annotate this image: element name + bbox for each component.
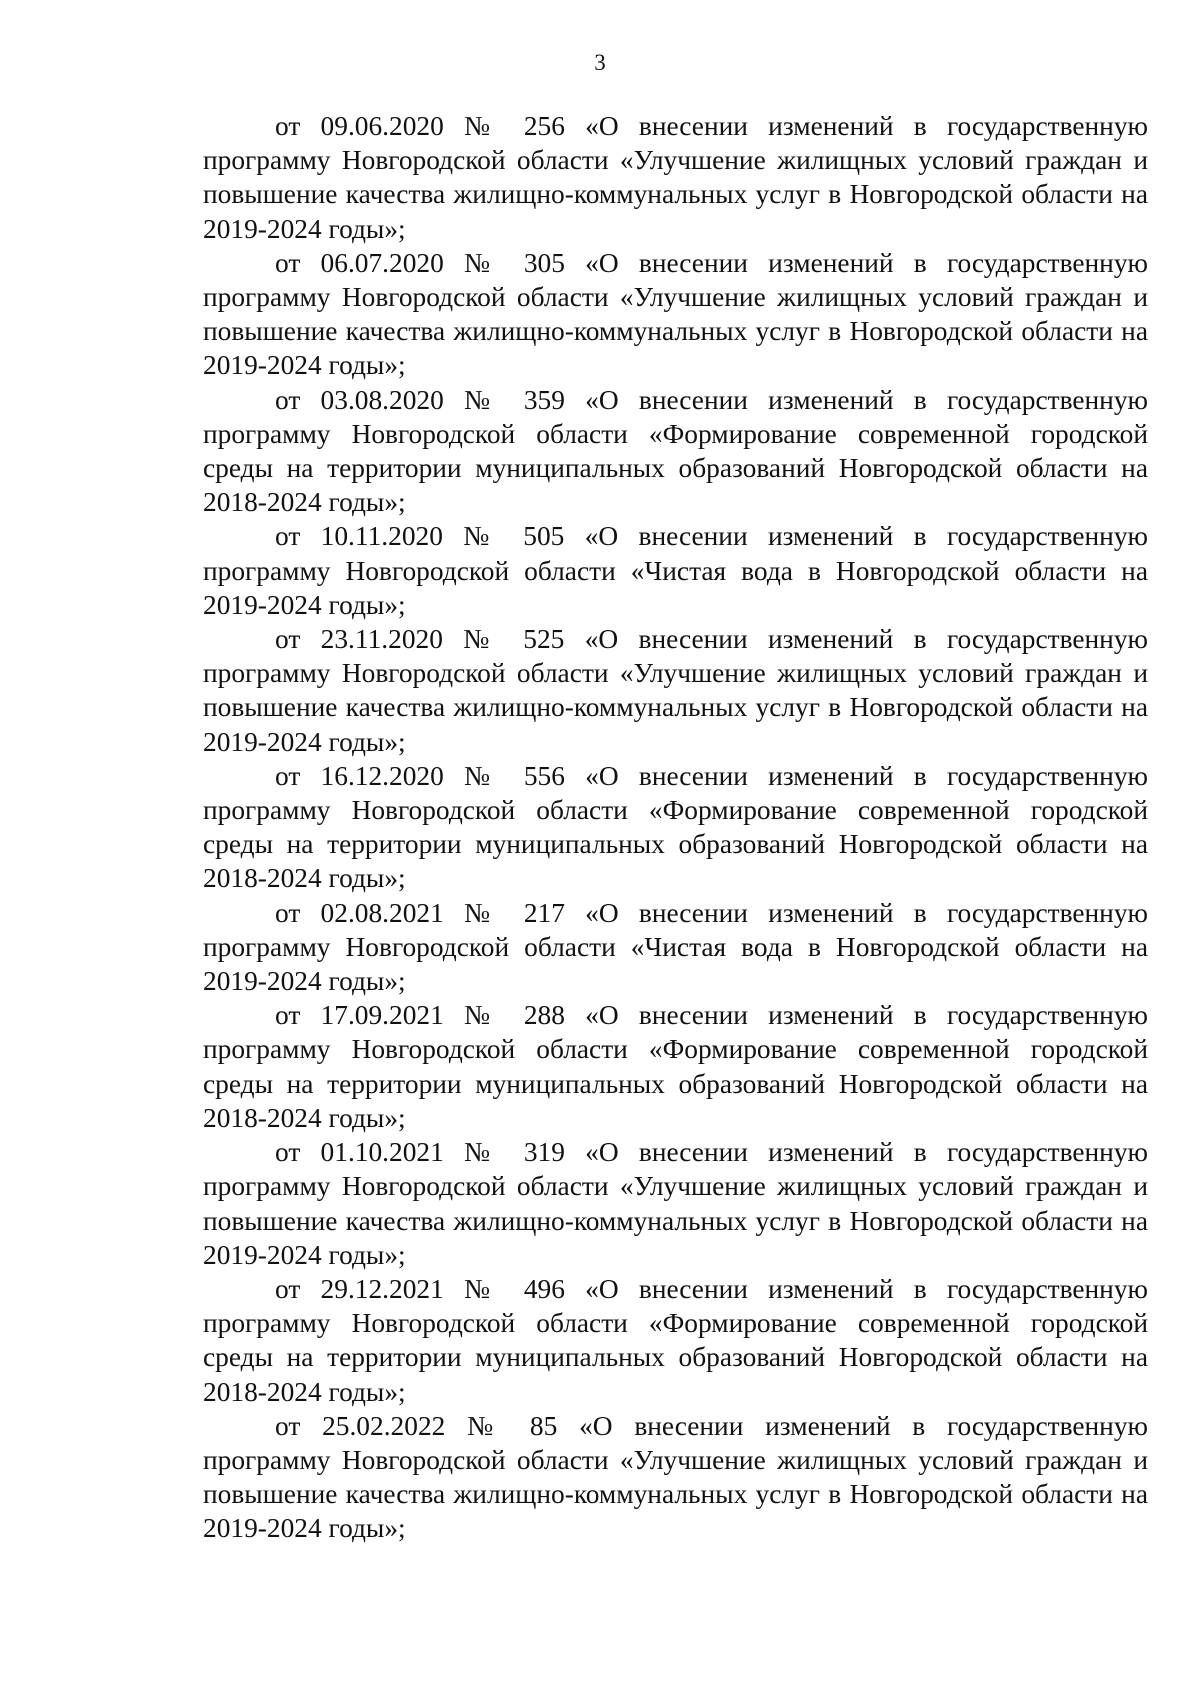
paragraph-decree-305: от 06.07.2020 № 305 «О внесении изменений в государственную программу Новгородской области «Улучшение жилищных условий граждан и повышение качества жилищно-коммунальных услуг в Новгородской области на 2019-2024 годы»; (203, 247, 1148, 381)
page-number: 3 (594, 50, 606, 75)
paragraph-decree-319: от 01.10.2021 № 319 «О внесении изменений в государственную программу Новгородской области «Улучшение жилищных условий граждан и повышение качества жилищно-коммунальных услуг в Новгородской области на 2019-2024 годы»; (203, 1137, 1148, 1270)
paragraph-decree-556: от 16.12.2020 № 556 «О внесении изменений в государственную программу Новгородской области «Формирование современной городской среды на территории муниципальных образований Новгородской области на 2018-2024 годы»; (203, 760, 1148, 894)
paragraph-decree-85: от 25.02.2022 № 85 «О внесении изменений в государственную программу Новгородской области «Улучшение жилищных условий граждан и повышение качества жилищно-коммунальных услуг в Новгородской области на 2019-2024 годы»; (203, 1410, 1148, 1544)
paragraph-decree-496: от 29.12.2021 № 496 «О внесении изменений в государственную программу Новгородской области «Формирование современной городской среды на территории муниципальных образований Новгородской области на 2018-2024 годы»; (203, 1273, 1148, 1407)
paragraph-decree-288: от 17.09.2021 № 288 «О внесении изменений в государственную программу Новгородской области «Формирование современной городской среды на территории муниципальных образований Новгородской области на 2018-2024 годы»; (203, 1000, 1148, 1133)
document-body (203, 109, 1148, 1546)
paragraph-decree-525: от 23.11.2020 № 525 «О внесении изменений в государственную программу Новгородской области «Улучшение жилищных условий граждан и повышение качества жилищно-коммунальных услуг в Новгородской области на 2019-2024 годы»; (203, 624, 1148, 757)
paragraph-decree-256: от 09.06.2020 № 256 «О внесении изменений в государственную программу Новгородской области «Улучшение жилищных условий граждан и повышение качества жилищно-коммунальных услуг в Новгородской области на 2019-2024 годы»; (203, 111, 1148, 244)
paragraph-decree-359: от 03.08.2020 № 359 «О внесении изменений в государственную программу Новгородской области «Формирование современной городской среды на территории муниципальных образований Новгородской области на 2018-2024 годы»; (203, 384, 1148, 518)
paragraph-decree-217: от 02.08.2021 № 217 «О внесении изменений в государственную программу Новгородской области «Чистая вода в Новгородской области на 2019-2024 годы»; (203, 897, 1148, 997)
paragraph-decree-505: от 10.11.2020 № 505 «О внесении изменений в государственную программу Новгородской области «Чистая вода в Новгородской области на 2019-2024 годы»; (203, 521, 1148, 620)
